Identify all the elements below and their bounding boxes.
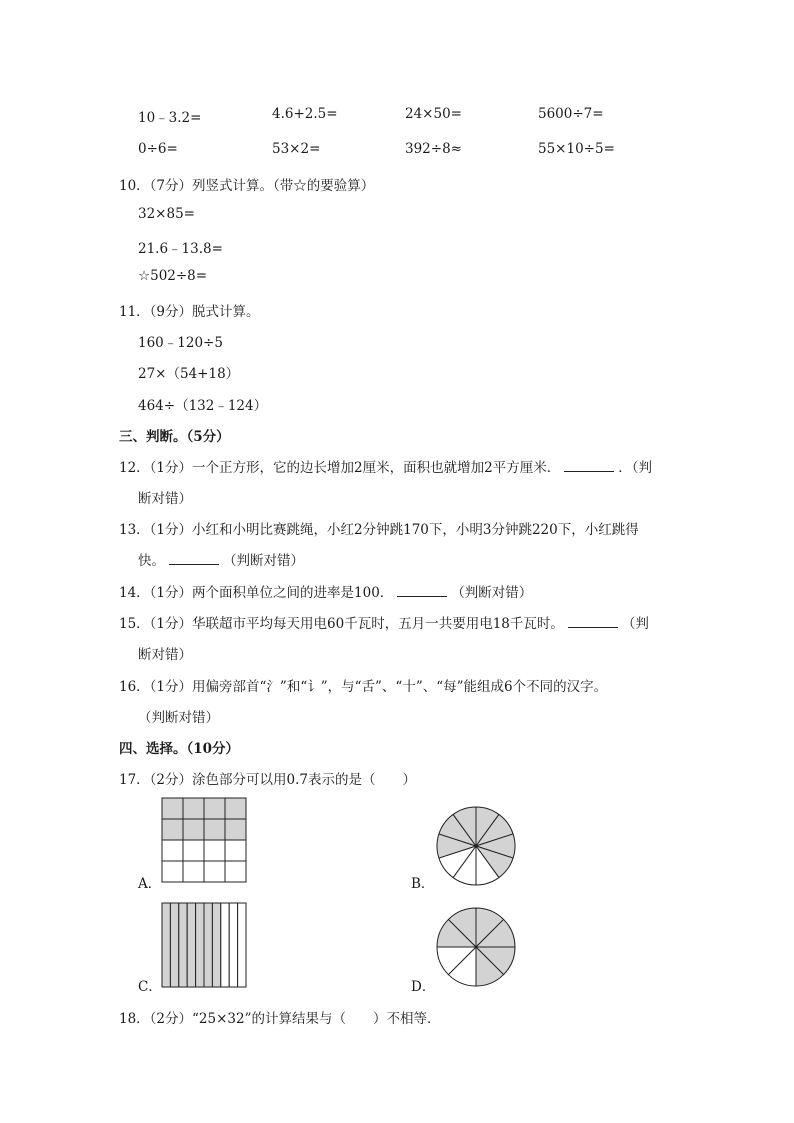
option-b-label[interactable]: B． [411, 876, 435, 892]
strip-cell [204, 903, 212, 987]
option-a-grid-figure [161, 797, 249, 883]
question-text: 14．（1分）两个面积单位之间的进率是100． [119, 585, 394, 601]
option-a-label[interactable]: A． [138, 876, 162, 892]
grid-cell [183, 861, 204, 882]
question-14 [119, 581, 532, 601]
strip-cell [238, 903, 246, 987]
answer-blank[interactable] [169, 552, 219, 565]
calc-item: 53×2= [272, 141, 321, 157]
grid-cell [162, 798, 183, 819]
grid-cell [183, 840, 204, 861]
calc-item: 160﹣120÷5 [138, 335, 223, 351]
question-15 [119, 612, 649, 632]
calc-item: 21.6﹣13.8= [138, 241, 223, 257]
question-text: 快。 [138, 553, 165, 569]
question-13: 13．（1分）小红和小明比赛跳绳，小红2分钟跳170下，小明3分钟跳220下，小红跳得 [119, 522, 639, 538]
strip-cell [162, 903, 170, 987]
grid-cell [225, 840, 246, 861]
grid-cell [225, 798, 246, 819]
calc-item: 0÷6= [138, 141, 178, 157]
strip-cell [179, 903, 187, 987]
strip-cell [212, 903, 220, 987]
grid-cell [204, 819, 225, 840]
answer-blank[interactable] [397, 584, 447, 597]
grid-cell [204, 840, 225, 861]
grid-cell [162, 819, 183, 840]
question-text: （判断对错） [138, 710, 219, 726]
question-11-stem: 11．（9分）脱式计算。 [119, 304, 260, 320]
option-b-pie-figure [435, 805, 517, 887]
question-text: 12．（1分）一个正方形，它的边长增加2厘米，面积也就增加2平方厘米． [119, 460, 561, 476]
option-c-strip-figure [161, 902, 247, 988]
calc-item: 464÷（132﹣124） [138, 398, 268, 414]
grid-cell [162, 840, 183, 861]
strip-cell [229, 903, 237, 987]
option-d-pie-figure [435, 906, 517, 988]
strip-cell [196, 903, 204, 987]
calc-item: 4.6+2.5= [272, 106, 338, 122]
calc-item: 27×（54+18） [138, 366, 240, 382]
option-d-label[interactable]: D． [411, 979, 436, 995]
calc-item: 392÷8≈ [405, 141, 462, 157]
strip-cell [170, 903, 178, 987]
answer-blank[interactable] [564, 459, 614, 472]
calc-item: 24×50= [405, 106, 462, 122]
question-18-stem: 18．（2分）“25×32”的计算结果与（ ）不相等． [119, 1011, 441, 1027]
question-text: 断对错） [138, 647, 192, 663]
section-heading: 三、判断。（5分） [119, 429, 230, 445]
option-c-label[interactable]: C． [138, 979, 162, 995]
grid-cell [162, 861, 183, 882]
strip-cell [187, 903, 195, 987]
question-17-stem: 17．（2分）涂色部分可以用0.7表示的是（ ） [119, 772, 416, 788]
question-12 [119, 456, 652, 476]
grid-cell [225, 819, 246, 840]
question-text: （判断对错） [223, 553, 304, 569]
question-16: 16．（1分）用偏旁部首“氵”和“讠”，与“舌”、“十”、“每”能组成6个不同的汉字。 [119, 679, 608, 695]
calc-item: 32×85= [138, 206, 195, 222]
section-heading: 四、选择。（10分） [119, 741, 240, 757]
question-text: （判断对错） [451, 585, 533, 601]
strip-cell [221, 903, 229, 987]
grid-cell [183, 798, 204, 819]
grid-cell [204, 861, 225, 882]
answer-blank[interactable] [568, 615, 618, 628]
question-10-stem: 10．（7分）列竖式计算。（带☆的要验算） [119, 178, 375, 194]
calc-item: 5600÷7= [538, 106, 604, 122]
question-text: ．（判 [618, 460, 652, 476]
question-text: 15．（1分）华联超市平均每天用电60千瓦时，五月一共要用电18千瓦时。 [119, 616, 564, 632]
calc-item: 55×10÷5= [538, 141, 615, 157]
grid-cell [183, 819, 204, 840]
question-text: （判 [621, 616, 649, 632]
grid-cell [204, 798, 225, 819]
calc-item: ☆502÷8= [138, 268, 208, 284]
question-text: 断对错） [138, 491, 192, 507]
question-16-line2 [138, 706, 219, 726]
grid-cell [225, 861, 246, 882]
question-13-line2 [138, 549, 304, 569]
calc-item: 10﹣3.2= [138, 110, 202, 126]
